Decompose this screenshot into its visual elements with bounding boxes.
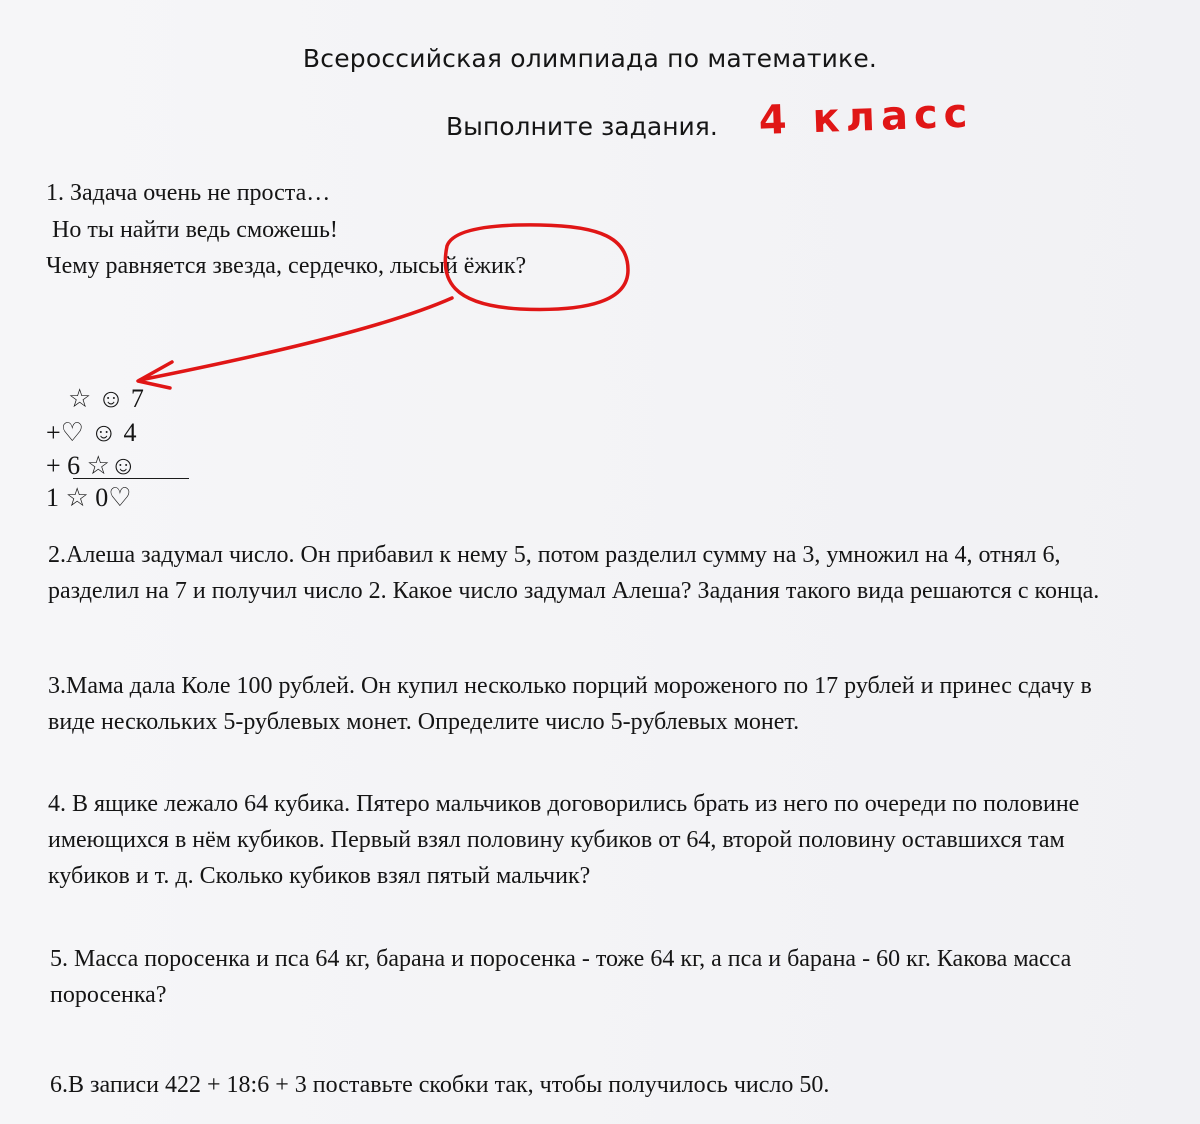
task1-line3: Чему равняется звезда, сердечко, лысый ёжик? bbox=[46, 253, 527, 279]
puzzle-row-3: + 6 ☆☺ bbox=[46, 451, 137, 480]
task-6-text: 6.В записи 422 + 18:6 + 3 поставьте скобки так, чтобы получилось число 50. bbox=[50, 1072, 830, 1098]
puzzle-row-1: ☆ ☺ 7 bbox=[68, 384, 144, 413]
task1-line2: Но ты найти ведь сможешь! bbox=[52, 217, 338, 243]
task-4-text: 4. В ящике лежало 64 кубика. Пятеро мальчиков договорились брать из него по очереди по половине имеющихся в нём кубиков. Первый взял половину кубиков от 64, второй половину оставшихся там кубиков и т. д. Сколько кубиков взял пятый мальчик? bbox=[48, 791, 1080, 889]
task1-line1: 1. Задача очень не проста… bbox=[46, 180, 331, 206]
puzzle-sum-line bbox=[73, 478, 189, 479]
puzzle-row-2: +♡ ☺ 4 bbox=[46, 418, 137, 447]
handwritten-grade: 4 класс bbox=[758, 90, 975, 144]
task-5-text: 5. Масса поросенка и пса 64 кг, барана и поросенка - тоже 64 кг, а пса и барана - 60 кг. Какова масса поросенка? bbox=[50, 946, 1072, 1008]
task-3-text: 3.Мама дала Коле 100 рублей. Он купил несколько порций мороженого по 17 рублей и принес сдачу в виде нескольких 5-рублевых монет. Определите число 5-рублевых монет. bbox=[48, 673, 1092, 735]
arrow-line bbox=[140, 298, 452, 380]
page-title: Всероссийская олимпиада по математике. bbox=[302, 44, 878, 73]
task-2-text: 2.Алеша задумал число. Он прибавил к нему 5, потом разделил сумму на 3, умножил на 4, отнял 6, разделил на 7 и получил число 2. Какое число задумал Алеша? Задания такого вида решаются с конца. bbox=[48, 542, 1100, 604]
puzzle-row-4: 1 ☆ 0♡ bbox=[46, 483, 132, 512]
page-subtitle: Выполните задания. bbox=[446, 112, 718, 141]
